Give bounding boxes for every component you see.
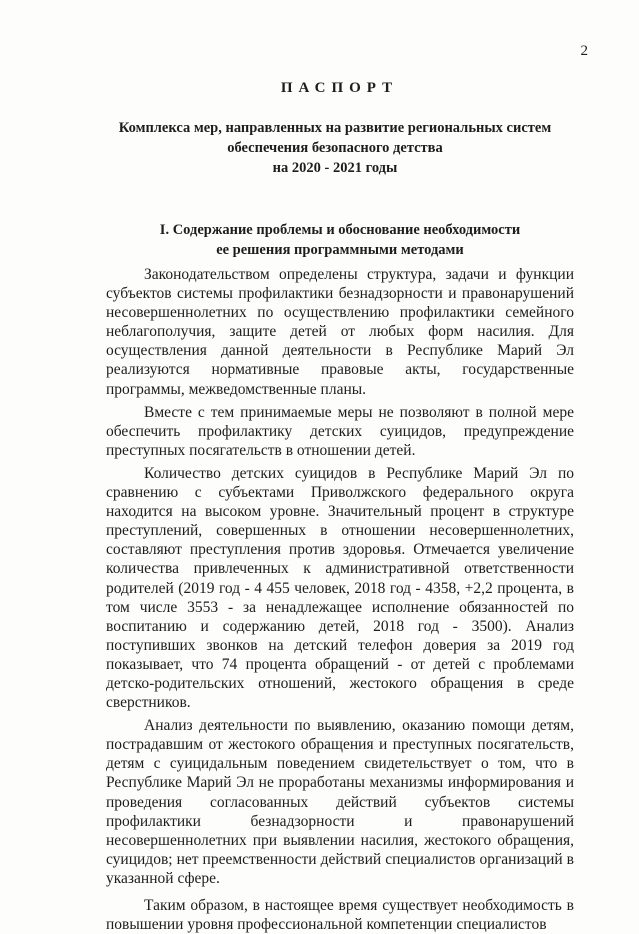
section-heading-line-2: ее решения программными методами xyxy=(216,242,464,258)
subtitle-line-3: на 2020 - 2021 годы xyxy=(272,160,398,176)
paragraph: Анализ деятельности по выявлению, оказанию помощи детям, пострадавшим от жестокого обращения и преступных посягательств, детям с суицидальным поведением свидетельствует о том, что в Республике Марий Эл не проработаны механизмы информирования и проведения согласованных действий субъектов системы профилактики безнадзорности и правонарушений несовершеннолетних при выявлении насилия, жестокого обращения, суицидов; нет преемственности действий специалистов организаций в указанной сфере. xyxy=(106,717,574,887)
document-title: ПАСПОРТ xyxy=(280,80,399,96)
subtitle-line-1: Комплекса мер, направленных на развитие региональных систем xyxy=(118,120,552,136)
page-number: 2 xyxy=(580,43,588,59)
section-heading-line-1: I. Содержание проблемы и обоснование необходимости xyxy=(159,222,521,238)
paragraph: Таким образом, в настоящее время существует необходимость в повышении уровня профессиональной компетенции специалистов xyxy=(106,897,574,934)
body-text xyxy=(106,265,574,934)
paragraph: Законодательством определены структура, задачи и функции субъектов системы профилактики безнадзорности и правонарушений несовершеннолетних по осуществлению профилактики семейного неблагополучия, защите детей от любых форм насилия. Для осуществления данной деятельности в Республике Марий Эл реализуются нормативные правовые акты, государственные программы, межведомственные планы. xyxy=(106,266,574,398)
paragraph: Вместе с тем принимаемые меры не позволяют в полной мере обеспечить профилактику детских суицидов, предупреждение преступных посягательств в отношении детей. xyxy=(106,403,574,459)
paragraph: Количество детских суицидов в Республике Марий Эл по сравнению с субъектами Приволжского федерального округа находится на высоком уровне. Значительный процент в структуре преступлений, совершенных в отношении несовершеннолетних, составляют преступления против здоровья. Отмечается увеличение количества привлеченных к административной ответственности родителей (2019 год - 4 455 человек, 2018 год - 4358, +2,2 процента, в том числе 3553 - за ненадлежащее исполнение обязанностей по воспитанию и содержанию детей, 2018 год - 3500). Анализ поступивших звонков на детский телефон доверия за 2019 год показывает, что 74 процента обращений - от детей с проблемами детско-родительских отношений, жестокого обращения в среде сверстников. xyxy=(106,464,574,712)
document-subtitle xyxy=(100,118,570,178)
subtitle-line-2: обеспечения безопасного детства xyxy=(227,140,443,156)
section-heading xyxy=(120,220,560,260)
